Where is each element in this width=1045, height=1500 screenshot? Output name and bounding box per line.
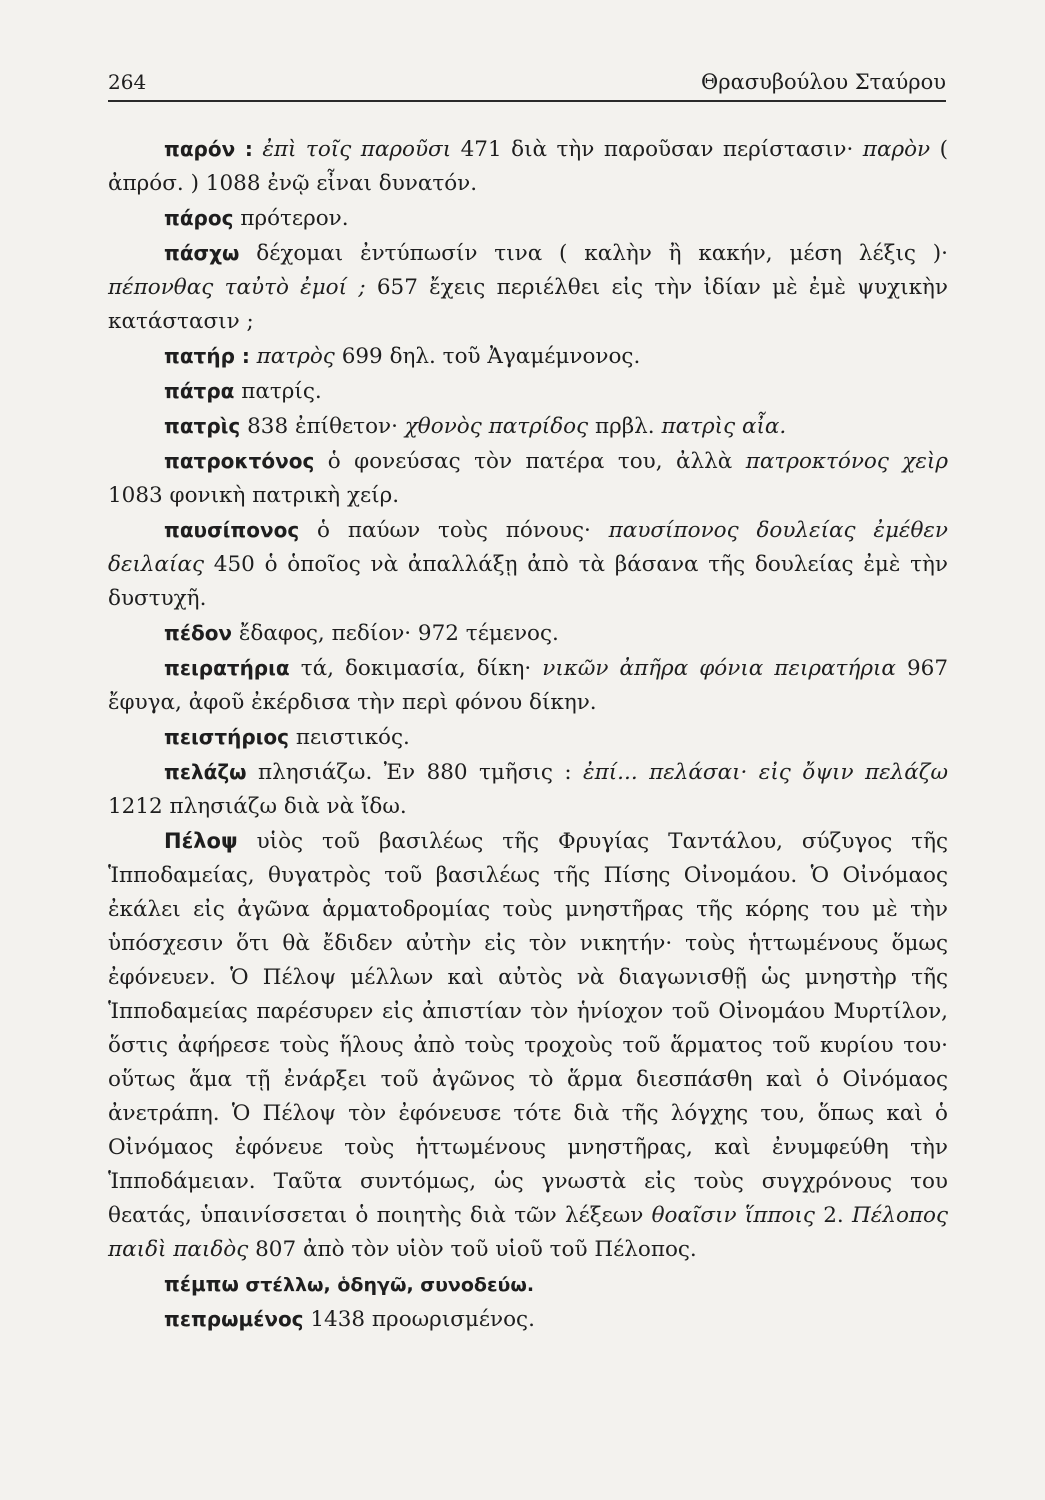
- headword: παυσίπονος: [164, 518, 300, 542]
- definition: πατρίς.: [234, 379, 322, 404]
- page-number: 264: [108, 70, 147, 94]
- definition: 471 διὰ τὴν παροῦσαν περίστασιν·: [451, 137, 854, 162]
- definition: ὁ φονεύσας τὸν πατέρα του, ἀλλὰ: [314, 449, 733, 474]
- headword: πεπρωμένος: [164, 1307, 304, 1331]
- definition: πειστικός.: [289, 725, 410, 750]
- headword: Πέλοψ: [164, 829, 238, 853]
- entry-patra: [108, 374, 948, 409]
- quotation: παρὸν: [853, 137, 931, 162]
- headword: πειστήριος: [164, 725, 290, 749]
- page-header: [108, 66, 946, 102]
- entry-paros: [108, 201, 948, 236]
- headword: πάτρα: [164, 379, 235, 403]
- headword: πειρατήρια: [164, 656, 290, 680]
- entry-paron: [108, 132, 948, 201]
- quotation: ἐπί... πελάσαι· εἰς ὄψιν πελάζω: [571, 760, 948, 785]
- definition: 450 ὁ ὁποῖος νὰ ἀπαλλάξῃ ἀπὸ τὰ βάσανα τῆς δουλείας ἐμὲ τὴν δυστυχῆ.: [108, 552, 948, 611]
- entry-pelazo: [108, 755, 948, 824]
- entry-pater: [108, 339, 948, 374]
- headword: πατήρ :: [164, 344, 250, 368]
- entry-pelops: [108, 824, 948, 1267]
- entry-patris: [108, 409, 948, 444]
- quotation: παυσίπονος δουλείας ἐμέθεν δειλαίας: [108, 518, 949, 577]
- definition: 1083 φονικὴ πατρικὴ χείρ.: [108, 483, 400, 508]
- definition: στέλλω, ὁδηγῶ, συνοδεύω.: [238, 1274, 535, 1296]
- headword: πατρὶς: [164, 414, 241, 438]
- definition: ἔδαφος, πεδίον· 972 τέμενος.: [232, 621, 559, 646]
- definition: ( ἀπρόσ. ) 1088 ἐνῷ εἶναι δυνατόν.: [108, 137, 948, 196]
- entry-pausiponos: [108, 513, 948, 616]
- quotation: πατρὶς αἶα.: [654, 414, 787, 439]
- quotation: ἐπὶ τοῖς παροῦσι: [262, 137, 452, 162]
- definition: 2.: [814, 1203, 844, 1228]
- definition: 1212 πλησιάζω διὰ νὰ ἴδω.: [108, 794, 407, 819]
- quotation: Πέλοπος παιδὶ παιδὸς: [108, 1203, 948, 1262]
- entry-patroktonos: [108, 444, 948, 513]
- headword: πάσχω: [164, 241, 240, 265]
- definition: πρβλ.: [588, 414, 655, 439]
- quotation: πέπονθας ταὐτὸ ἐμοί ;: [108, 275, 366, 300]
- quotation: νικῶν ἀπῆρα φόνια πειρατήρια: [531, 656, 896, 681]
- glossary-text: [108, 132, 948, 1337]
- definition: ὁ παύων τοὺς πόνους·: [299, 518, 591, 543]
- definition: 807 ἀπὸ τὸν υἱὸν τοῦ υἱοῦ τοῦ Πέλοπος.: [248, 1237, 697, 1262]
- entry-pepromenos: [108, 1302, 948, 1337]
- quotation: χθονὸς πατρίδος: [397, 414, 589, 439]
- quotation: θοαῖσιν ἵπποις: [643, 1203, 815, 1228]
- entry-pempo: [108, 1267, 948, 1302]
- headword: πάρος: [164, 206, 234, 230]
- entry-pedon: [108, 616, 948, 651]
- definition: 838 ἐπίθετον·: [240, 414, 398, 439]
- headword: πέμπω: [164, 1272, 239, 1296]
- headword: πελάζω: [164, 760, 247, 784]
- definition: 657 ἔχεις περιέλθει εἰς τὴν ἰδίαν μὲ ἐμὲ ψυχικὴν κατάστασιν ;: [108, 275, 948, 334]
- running-title: Θρασυβούλου Σταύρου: [701, 70, 946, 94]
- definition: πλησιάζω. Ἐν 880 τμῆσις :: [246, 760, 572, 785]
- definition: δέχομαι ἐντύπωσίν τινα ( καλὴν ἢ κακήν, μέση λέξις )·: [239, 241, 948, 266]
- definition: 1438 προωρισμένος.: [303, 1307, 535, 1332]
- headword: παρόν :: [164, 137, 253, 161]
- quotation: πατρὸς: [249, 344, 335, 369]
- definition: τά, δοκιμασία, δίκη·: [289, 656, 532, 681]
- headword: πέδον: [164, 621, 233, 645]
- entry-peisterios: [108, 720, 948, 755]
- definition: υἱὸς τοῦ βασιλέως τῆς Φρυγίας Ταντάλου, σύζυγος τῆς Ἱπποδαμείας, θυγατρὸς τοῦ βασιλέως τῆς Πίσης Οἰνομάου. Ὁ Οἰνόμαος ἐκάλει εἰς ἀγῶνα ἁρματοδρομίας τοὺς μνηστῆρας τῆς κόρης του μὲ τὴν ὑπόσχεσιν ὅτι θὰ ἔδιδεν αὐτὴν εἰς τὸν νικητήν· τοὺς ἡττωμένους ὅμως ἐφόνευεν. Ὁ Πέλοψ μέλλων καὶ αὐτὸς νὰ διαγωνισθῇ ὡς μνηστὴρ τῆς Ἱπποδαμείας παρέσυρεν εἰς ἀπιστίαν τὸν ἡνίοχον τοῦ Οἰνομάου Μυρτίλον, ὅστις ἀφήρεσε τοὺς ἥλους ἀπὸ τοὺς τροχοὺς τοῦ ἅρματος τοῦ κυρίου του· οὕτως ἅμα τῇ ἐνάρξει τοῦ ἀγῶνος τὸ ἅρμα διεσπάσθη καὶ ὁ Οἰνόμαος ἀνετράπη. Ὁ Πέλοψ τὸν ἐφόνευσε τότε διὰ τῆς λόγχης του, ὅπως καὶ ὁ Οἰνόμαος ἐφόνευε τοὺς ἡττωμένους μνηστῆρας, καὶ ἐνυμφεύθη τὴν Ἱπποδάμειαν. Ταῦτα συντόμως, ὡς γνωστὰ εἰς τοὺς συγχρόνους του θεατάς, ὑπαινίσσεται ὁ ποιητὴς διὰ τῶν λέξεων: [108, 829, 948, 1228]
- quotation: πατροκτόνος χεὶρ: [745, 449, 948, 474]
- definition: πρότερον.: [233, 206, 349, 231]
- definition: 699 δηλ. τοῦ Ἀγαμέμνονος.: [334, 344, 641, 369]
- entry-pascho: [108, 236, 948, 339]
- entry-peirateria: [108, 651, 948, 720]
- headword: πατροκτόνος: [164, 449, 315, 473]
- definition: 967 ἔφυγα, ἀφοῦ ἐκέρδισα τὴν περὶ φόνου δίκην.: [108, 656, 948, 715]
